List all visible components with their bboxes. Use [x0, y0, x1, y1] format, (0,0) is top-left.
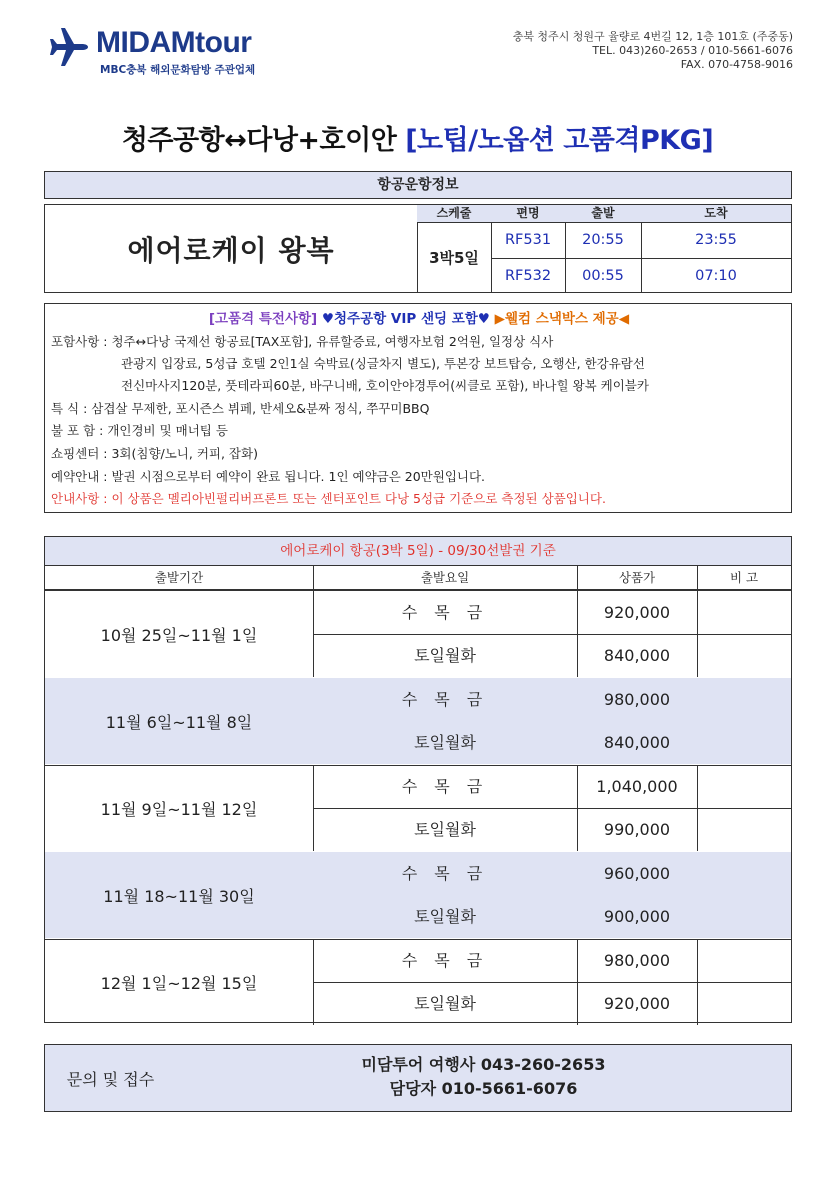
- price-group: [45, 939, 791, 1026]
- special-vip-sending: ♥청주공항 VIP 샌딩 포함♥: [321, 311, 490, 327]
- header-depart: 출발: [565, 205, 641, 223]
- note-cell: [697, 982, 791, 1025]
- note-cell: [697, 721, 791, 764]
- day-cell: 토일월화: [313, 895, 578, 938]
- day-cell: 토일월화: [313, 634, 578, 677]
- schedule-value: 3박5일: [429, 249, 479, 267]
- price-cell: 920,000: [577, 591, 698, 635]
- note-cell: [697, 678, 791, 722]
- airplane-icon: [48, 26, 90, 68]
- arrive-column: [641, 205, 791, 292]
- period-cell: 12월 1일~12월 15일: [45, 939, 314, 1025]
- package-info-box: [44, 303, 792, 513]
- contact-manager-phone: 담당자 010-5661-6076: [389, 1079, 578, 1098]
- info-not-included: 불 포 함 : 개인경비 및 매너팁 등: [51, 423, 228, 438]
- price-table: [44, 589, 792, 1023]
- price-cell: 920,000: [577, 982, 698, 1025]
- price-cell: 980,000: [577, 939, 698, 983]
- special-welcome-snack: ▶웰컴 스낵박스 제공◀: [494, 311, 630, 327]
- header-note: 비 고: [729, 570, 759, 585]
- depart-column: [565, 205, 642, 292]
- page-title: [0, 118, 835, 157]
- logo-wordmark: MIDAMtour: [96, 26, 252, 59]
- note-cell: [697, 852, 791, 896]
- contact-details: [176, 1045, 791, 1111]
- period-cell: 11월 18~11월 30일: [45, 852, 314, 938]
- company-logo: [48, 22, 308, 82]
- company-contact-info: [513, 30, 793, 72]
- header-schedule: 스케줄: [417, 205, 491, 223]
- depart-time: 20:55: [565, 223, 641, 259]
- header-day: 출발요일: [313, 566, 578, 589]
- company-tel: TEL. 043)260-2653 / 010-5661-6076: [592, 44, 793, 57]
- period-cell: 10월 25일~11월 1일: [45, 591, 314, 677]
- day-cell: 수 목 금: [313, 852, 578, 896]
- price-table-title: 에어로케이 항공(3박 5일) - 09/30선발권 기준: [44, 536, 792, 566]
- flight-number: RF532: [504, 268, 552, 284]
- company-address: 충북 청주시 청원구 율량로 4번길 12, 1층 101호 (주중동): [512, 30, 793, 43]
- day-cell: 수 목 금: [313, 678, 578, 722]
- info-special-meals: 특 식 : 삼겹살 무제한, 포시즌스 뷔페, 반세오&분짜 정식, 쭈꾸미BBQ: [51, 401, 430, 416]
- info-reservation: 예약안내 : 발권 시점으로부터 예약이 완료 됩니다. 1인 예약금은 20만원입니다.: [51, 469, 486, 484]
- period-cell: 11월 9일~11월 12일: [45, 765, 314, 851]
- day-cell: 토일월화: [313, 982, 578, 1025]
- price-group: [45, 591, 791, 679]
- contact-box: [44, 1044, 792, 1112]
- info-included-cont: 관광지 입장료, 5성급 호텔 2인1실 숙박료(싱글차지 별도), 투본강 보트탑승, 오행산, 한강유람선: [121, 356, 645, 371]
- price-group: [45, 765, 791, 853]
- special-benefits: [45, 308, 793, 330]
- arrive-time: 23:55: [641, 223, 791, 259]
- flight-number: RF531: [491, 223, 565, 259]
- day-cell: 수 목 금: [313, 591, 578, 635]
- day-cell: 토일월화: [313, 808, 578, 851]
- price-cell: 900,000: [577, 895, 698, 938]
- price-cell: 1,040,000: [577, 765, 698, 809]
- header-arrive: 도착: [641, 205, 791, 223]
- note-cell: [697, 808, 791, 851]
- contact-agency-phone: 미담투어 여행사 043-260-2653: [361, 1055, 606, 1074]
- day-cell: 수 목 금: [313, 939, 578, 983]
- price-cell: 990,000: [577, 808, 698, 851]
- note-cell: [697, 765, 791, 809]
- note-cell: [697, 895, 791, 938]
- flight-table: [44, 204, 792, 293]
- special-label: [고품격 특전사항]: [208, 311, 318, 327]
- price-cell: 840,000: [577, 634, 698, 677]
- note-cell: [697, 634, 791, 677]
- arrive-time: 07:10: [695, 268, 737, 284]
- contact-label: 문의 및 접수: [45, 1045, 177, 1111]
- schedule-column: [417, 205, 492, 292]
- price-cell: 980,000: [577, 678, 698, 722]
- period-cell: 11월 6일~11월 8일: [45, 678, 314, 764]
- header-period: 출발기간: [45, 566, 314, 589]
- price-cell: 840,000: [577, 721, 698, 764]
- title-package: [노팁/노옵션 고품격PKG]: [405, 125, 714, 156]
- flight-section-title: 항공운항정보: [44, 171, 792, 199]
- info-included-cont: 전신마사지120분, 풋테라피60분, 바구니배, 호이안야경투어(씨클로 포함), 바나힐 왕복 케이블카: [121, 378, 649, 393]
- header-price: 상품가: [577, 566, 698, 589]
- flight-number-column: [491, 205, 566, 292]
- airline-name: 에어로케이 왕복: [45, 205, 418, 292]
- info-shopping: 쇼핑센터 : 3회(침향/노니, 커피, 잡화): [51, 446, 258, 461]
- note-cell: [697, 591, 791, 635]
- depart-time: 00:55: [582, 268, 624, 284]
- price-cell: 960,000: [577, 852, 698, 896]
- price-table-header: [44, 565, 792, 590]
- day-cell: 수 목 금: [313, 765, 578, 809]
- note-cell: [697, 939, 791, 983]
- title-route: 청주공항↔다낭+호이안: [121, 125, 406, 156]
- price-group: [45, 852, 791, 940]
- day-cell: 토일월화: [313, 721, 578, 764]
- logo-subtitle: MBC충북 해외문화탐방 주관업체: [100, 64, 256, 76]
- company-fax: FAX. 070-4758-9016: [680, 58, 793, 71]
- header-flight: 편명: [491, 205, 565, 223]
- info-notice: 안내사항 : 이 상품은 멜리아빈펄리버프론트 또는 센터포인트 다낭 5성급 기준으로 측정된 상품입니다.: [51, 491, 606, 506]
- info-included: 포함사항 : 청주↔다낭 국제선 항공료[TAX포함], 유류할증료, 여행자보험 2억원, 일정상 식사: [51, 334, 554, 349]
- price-group: [45, 678, 791, 766]
